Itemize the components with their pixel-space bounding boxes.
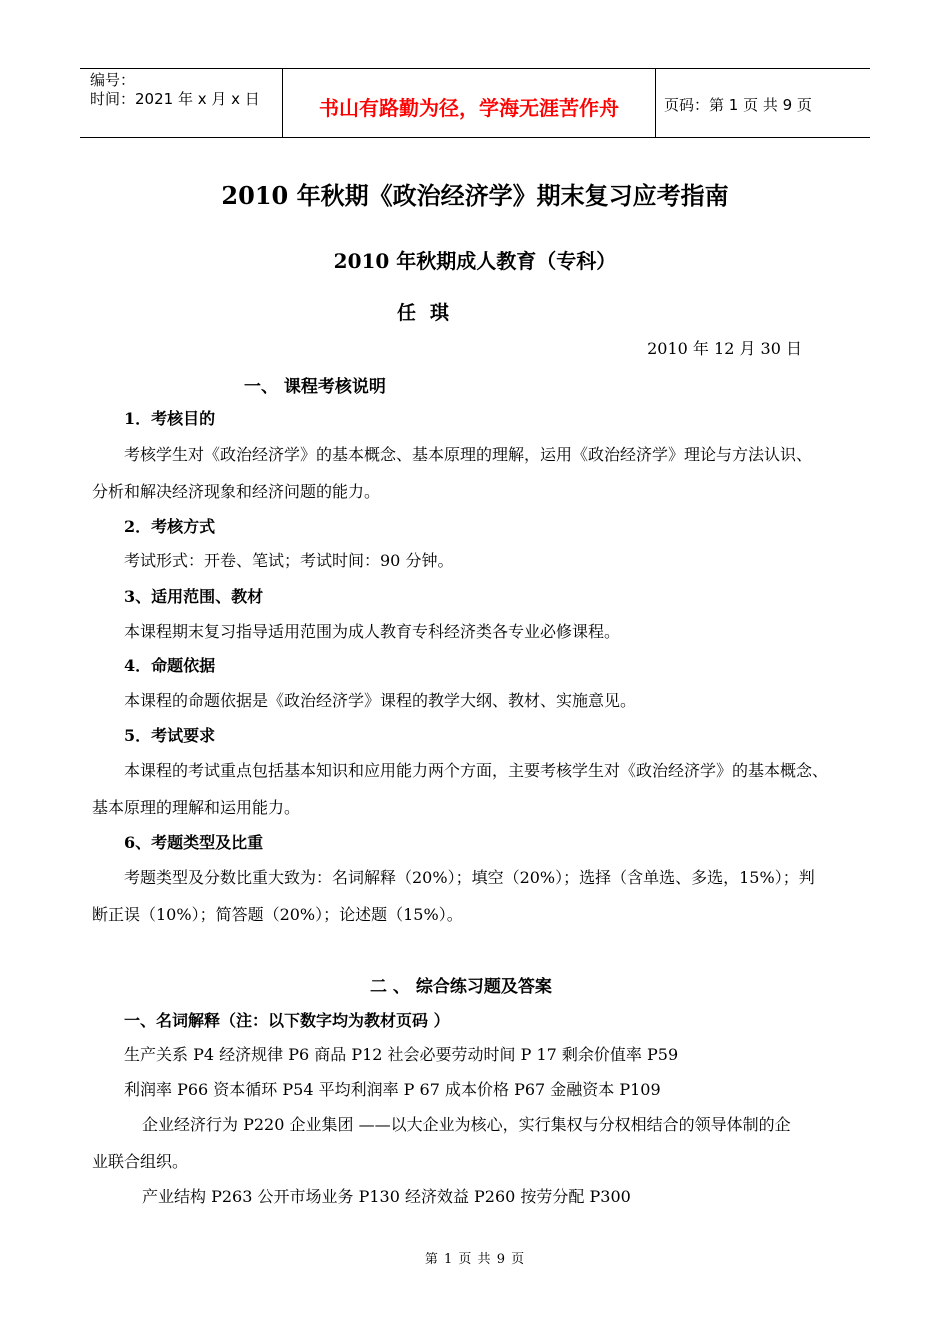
section2-heading: 二 、 综合练习题及答案 (370, 977, 552, 997)
terms-line2: 利润率 P66 资本循环 P54 平均利润率 P 67 成本价格 P67 金融资本 P109 (124, 1080, 661, 1099)
item6-line2: 断正误（10%）；简答题（20%）；论述题（15%）。 (92, 905, 463, 924)
section2-subheading: 一、名词解释（注：以下数字均为教材页码 ） (124, 1011, 450, 1030)
terms-line4: 业联合组织。 (92, 1152, 189, 1171)
terms-line1: 生产关系 P4 经济规律 P6 商品 P12 社会必要劳动时间 P 17 剩余价值率 P59 (124, 1045, 679, 1064)
document-author: 任琪 (396, 302, 463, 324)
item5-heading: 5．考试要求 (124, 726, 216, 745)
terms-line5: 产业结构 P263 公开市场业务 P130 经济效益 P260 按劳分配 P300 (142, 1187, 631, 1206)
header-table (80, 68, 870, 138)
section1-heading: 一、 课程考核说明 (244, 377, 386, 397)
item3-heading: 3、适用范围、教材 (124, 587, 264, 606)
item5-line1: 本课程的考试重点包括基本知识和应用能力两个方面，主要考核学生对《政治经济学》的基本概念、 (124, 761, 829, 780)
time-label: 时间：2021 年 x 月 x 日 (90, 90, 260, 108)
item5-line2: 基本原理的理解和运用能力。 (92, 798, 301, 817)
document-subtitle: 2010 年秋期成人教育（专科） (333, 249, 617, 273)
item1-line1: 考核学生对《政治经济学》的基本概念、基本原理的理解，运用《政治经济学》理论与方法认识、 (124, 445, 813, 464)
item1-heading: 1．考核目的 (124, 409, 216, 428)
item2-heading: 2．考核方式 (124, 517, 216, 536)
item2-line1: 考试形式：开卷、笔试；考试时间：90 分钟。 (124, 551, 454, 570)
item6-line1: 考题类型及分数比重大致为：名词解释（20%）；填空（20%）；选择（含单选、多选，15%）；判 (124, 868, 815, 887)
number-label: 编号： (90, 71, 136, 89)
header-page-info: 页码：第 1 页 共 9 页 (664, 95, 812, 114)
item3-line1: 本课程期末复习指导适用范围为成人教育专科经济类各专业必修课程。 (124, 622, 621, 641)
item4-heading: 4．命题依据 (124, 656, 216, 675)
item4-line1: 本课程的命题依据是《政治经济学》课程的教学大纲、教材、实施意见。 (124, 691, 637, 710)
header-left-cell (80, 69, 282, 137)
header-motto: 书山有路勤为径，学海无涯苦作舟 (282, 69, 656, 137)
document-title: 2010 年秋期《政治经济学》期末复习应考指南 (221, 181, 729, 210)
item6-heading: 6、考题类型及比重 (124, 833, 264, 852)
item1-line2: 分析和解决经济现象和经济问题的能力。 (92, 482, 381, 501)
document-date: 2010 年 12 月 30 日 (647, 339, 802, 358)
terms-line3: 企业经济行为 P220 企业集团 ——以大企业为核心，实行集权与分权相结合的领导体制的企 (142, 1115, 791, 1134)
page-footer: 第 1 页 共 9 页 (424, 1252, 526, 1267)
